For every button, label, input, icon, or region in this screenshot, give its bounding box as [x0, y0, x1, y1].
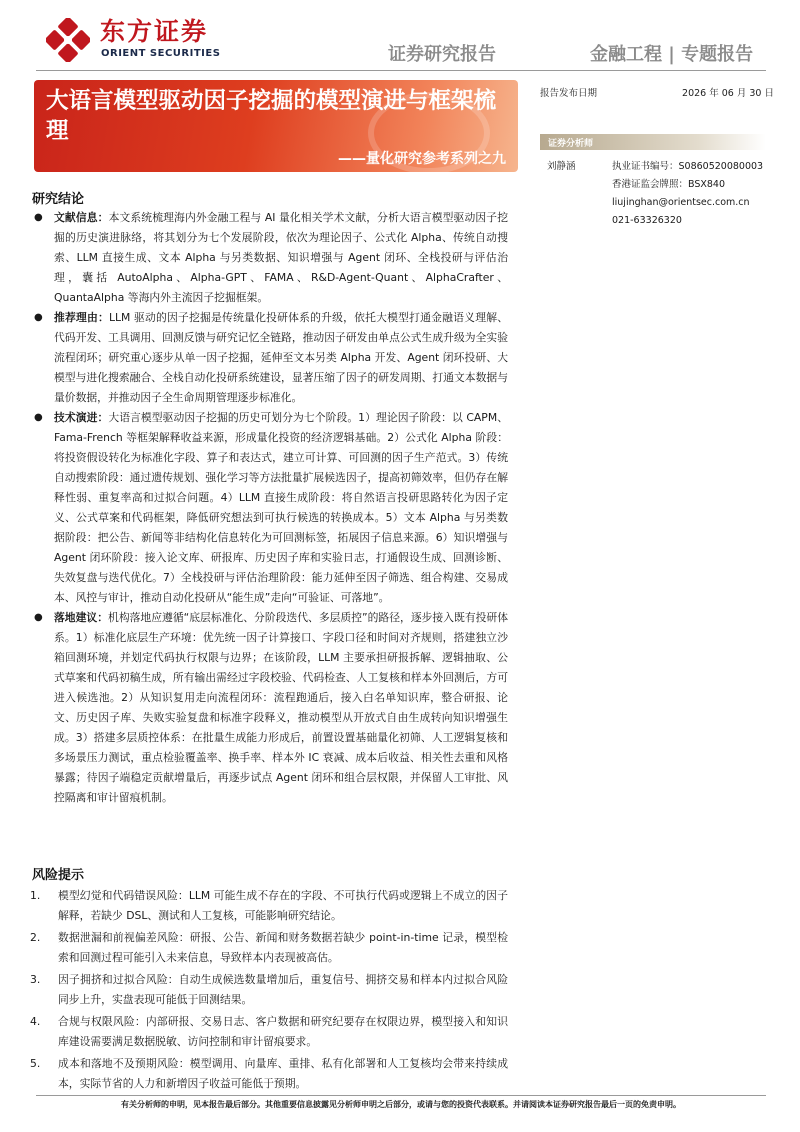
section-heading-risk: 风险提示	[32, 868, 85, 883]
risk-item	[30, 928, 508, 968]
bullet-heading: 落地建议：	[54, 611, 109, 624]
report-category: 金融工程 | 专题报告	[590, 44, 754, 65]
report-subtitle: ——量化研究参考系列之九	[338, 151, 506, 167]
bullet-icon: ●	[34, 312, 43, 323]
brand-name-cn: 东方证券	[100, 17, 209, 46]
risk-text: 成本和落地不及预期风险：模型调用、向量库、重排、私有化部署和人工复核均会带来持续成本，实际节省的人力和新增因子收益可能低于预期。	[58, 1057, 508, 1090]
bullet-heading: 推荐理由：	[54, 311, 110, 324]
risk-item	[30, 1012, 508, 1052]
footer-divider	[36, 1095, 766, 1096]
hk-license: 香港证监会牌照：BSX840	[612, 179, 726, 190]
bullet-heading: 文献信息：	[54, 211, 109, 224]
orient-securities-logo-icon	[46, 18, 90, 62]
license-number: 执业证书编号：S0860520080003	[612, 161, 764, 172]
risk-number: 2.	[30, 931, 41, 944]
analyst-name: 刘静涵	[547, 161, 576, 172]
bullet-text: 本文系统梳理海内外金融工程与 AI 量化相关学术文献，分析大语言模型驱动因子挖掘的历史演进脉络，将其划分为七个发展阶段，依次为理论因子、公式化 Alpha、传统自动搜索、LLM 直接生成、文本 Alpha 与另类数据、知识增强与 Agent 闭环、全栈投研与评估治理，囊括 AutoAlpha、Alpha-GPT、FAMA、R&D-Agent-Quant、AlphaCrafter、QuantaAlpha 等海内外主流因子挖掘框架。	[54, 211, 509, 304]
risk-text: 模型幻觉和代码错误风险：LLM 可能生成不存在的字段、不可执行代码或逻辑上不成立的因子解释，若缺少 DSL、测试和人工复核，可能影响研究结论。	[58, 889, 508, 922]
risk-text: 数据泄漏和前视偏差风险：研报、公告、新闻和财务数据若缺少 point-in-time 记录，模型检索和回测过程可能引入未来信息，导致样本内表现被高估。	[58, 931, 508, 964]
report-type: 证券研究报告	[388, 44, 496, 65]
conclusion-item	[30, 408, 508, 608]
report-title: 大语言模型驱动因子挖掘的模型演进与框架梳理	[46, 88, 497, 144]
analyst-section-label: 证券分析师	[548, 139, 594, 149]
analyst-info	[612, 158, 763, 230]
conclusion-item	[30, 308, 508, 408]
bullet-heading: 技术演进：	[54, 411, 109, 424]
bullet-text: 机构落地应遵循“底层标准化、分阶段迭代、多层质控”的路径，逐步接入既有投研体系。1）标准化底层生产环境：优先统一因子计算接口、字段口径和时间对齐规则，搭建独立沙箱回测环境，并划定代码执行权限与边界；在该阶段，LLM 主要承担研报拆解、逻辑抽取、公式草案和代码初稿生成，所有输出需经过字段校验、代码检查、人工复核和样本外回测后，方可进入候选池。2）从知识复用走向流程闭环：流程跑通后，接入白名单知识库，整合研报、论文、历史因子库、失败实验复盘和标准字段释义，推动模型从开放式自由生成转向知识增强生成。3）搭建多层质控体系：在批量生成能力形成后，前置设置基础量化初筛、人工逻辑复核和多场景压力测试，重点检验覆盖率、换手率、样本外 IC 衰减、成本后收益、相关性去重和风格暴露；待因子端稳定贡献增量后，再逐步试点 Agent 闭环和组合层权限，并保留人工审批、风控隔离和审计留痕机制。	[54, 611, 509, 804]
risk-item	[30, 970, 508, 1010]
bullet-icon: ●	[34, 412, 43, 423]
bullet-text: LLM 驱动的因子挖掘是传统量化投研体系的升级，依托大模型打通金融语义理解、代码开发、工具调用、回测反馈与研究记忆全链路，推动因子研发由单点公式生成升级为全实验流程闭环；研究重心逐步从单一因子挖掘，延伸至文本另类 Alpha 开发、Agent 闭环投研、大模型与进化搜索融合、全栈自动化投研系统建设，显著压缩了因子的研发周期、打通文本数据与量价数据，并推动因子全生命周期管理逐步标准化。	[54, 311, 508, 404]
risk-number: 1.	[30, 889, 41, 902]
bullet-icon: ●	[34, 612, 43, 623]
bullet-text: 大语言模型驱动因子挖掘的历史可划分为七个阶段。1）理论因子阶段：以 CAPM、Fama-French 等框架解释收益来源，形成量化投资的经济逻辑基础。2）公式化 Alpha 阶段：将投资假设转化为标准化字段、算子和表达式，建立可计算、可回测的因子生产范式。3）传统自动搜索阶段：通过遗传规划、强化学习等方法批量扩展候选因子，提高初筛效率，但仍存在解释性弱、重复率高和过拟合问题。4）LLM 直接生成阶段：将自然语言投研思路转化为因子定义、公式草案和代码框架，降低研究想法到可执行候选的转换成本。5）文本 Alpha 与另类数据阶段：把公告、新闻等非结构化信息转化为可回测标签，拓展因子信息来源。6）知识增强与 Agent 闭环阶段：接入论文库、研报库、历史因子库和实验日志，打通假设生成、回测诊断、失效复盘与迭代优化。7）全栈投研与评估治理阶段：能力延伸至因子筛选、组合构建、交易成本、风控与审计，推动自动化投研从“能生成”走向“可验证、可落地”。	[54, 411, 508, 604]
analyst-phone: 021-63326320	[612, 215, 682, 226]
analyst-email[interactable]: liujinghan@orientsec.com.cn	[612, 197, 750, 208]
conclusion-list	[30, 208, 508, 808]
title-banner	[34, 80, 518, 172]
publish-date-label: 报告发布日期	[540, 88, 598, 99]
section-heading-conclusion: 研究结论	[32, 192, 85, 207]
risk-item	[30, 1054, 508, 1094]
footer-disclaimer: 有关分析师的申明，见本报告最后部分。其他重要信息披露见分析师申明之后部分，或请与您的投资代表联系。并请阅读本证券研究报告最后一页的免责申明。	[121, 1100, 681, 1109]
brand-name-en: ORIENT SECURITIES	[101, 48, 221, 59]
risk-list	[30, 886, 508, 1096]
analyst-section-bar	[540, 134, 766, 150]
risk-number: 4.	[30, 1015, 41, 1028]
bullet-icon: ●	[34, 212, 43, 223]
publish-date: 2026 年 06 月 30 日	[682, 88, 774, 99]
risk-number: 3.	[30, 973, 41, 986]
risk-item	[30, 886, 508, 926]
conclusion-item	[30, 608, 508, 808]
risk-text: 合规与权限风险：内部研报、交易日志、客户数据和研究纪要存在权限边界，模型接入和知识库建设需要满足数据脱敏、访问控制和审计留痕要求。	[58, 1015, 508, 1048]
risk-number: 5.	[30, 1057, 41, 1070]
risk-text: 因子拥挤和过拟合风险：自动生成候选数量增加后，重复信号、拥挤交易和样本内过拟合风险同步上升，实盘表现可能低于回测结果。	[58, 973, 508, 1006]
conclusion-item	[30, 208, 508, 308]
header-divider	[36, 70, 766, 71]
